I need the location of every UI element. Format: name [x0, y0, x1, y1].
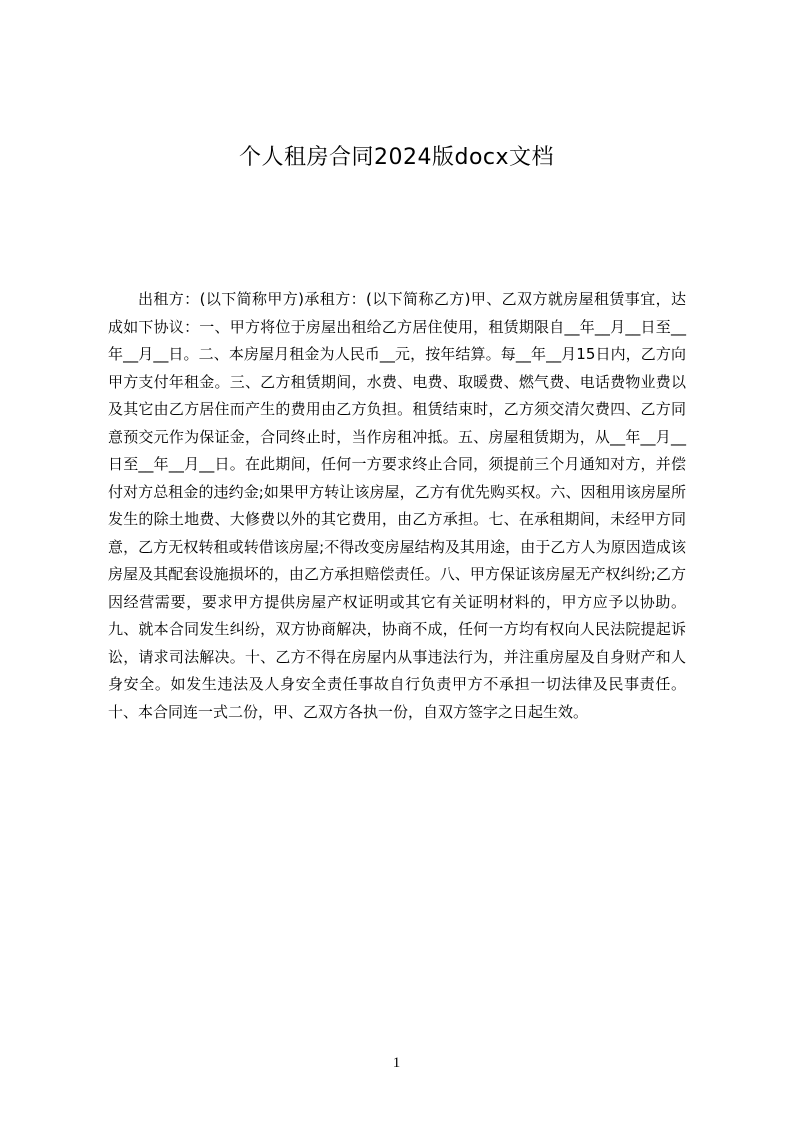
- contract-body-paragraph: 出租方：(以下简称甲方)承租方：(以下简称乙方)甲、乙双方就房屋租赁事宜，达成如下协议：一、甲方将位于房屋出租给乙方居住使用，租赁期限自__年__月__日至__年__月__日。二、本房屋月租金为人民币__元，按年结算。每__年__月15日内，乙方向甲方支付年租金。三、乙方租赁期间，水费、电费、取暖费、燃气费、电话费物业费以及其它由乙方居住而产生的费用由乙方负担。租赁结束时，乙方须交清欠费四、乙方同意预交元作为保证金，合同终止时，当作房租冲抵。五、房屋租赁期为，从__年__月__日至__年__月__日。在此期间，任何一方要求终止合同，须提前三个月通知对方，并偿付对方总租金的违约金;如果甲方转让该房屋，乙方有优先购买权。六、因租用该房屋所发生的除土地费、大修费以外的其它费用，由乙方承担。七、在承租期间，未经甲方同意，乙方无权转租或转借该房屋;不得改变房屋结构及其用途，由于乙方人为原因造成该房屋及其配套设施损坏的，由乙方承担赔偿责任。八、甲方保证该房屋无产权纠纷;乙方因经营需要，要求甲方提供房屋产权证明或其它有关证明材料的，甲方应予以协助。九、就本合同发生纠纷，双方协商解决，协商不成，任何一方均有权向人民法院提起诉讼，请求司法解决。十、乙方不得在房屋内从事违法行为，并注重房屋及自身财产和人身安全。如发生违法及人身安全责任事故自行负责甲方不承担一切法律及民事责任。十、本合同连一式二份，甲、乙双方各执一份，自双方签字之日起生效。: [108, 290, 686, 721]
- page-number: 1: [392, 1055, 401, 1071]
- document-title: 个人租房合同2024版docx文档: [238, 145, 555, 170]
